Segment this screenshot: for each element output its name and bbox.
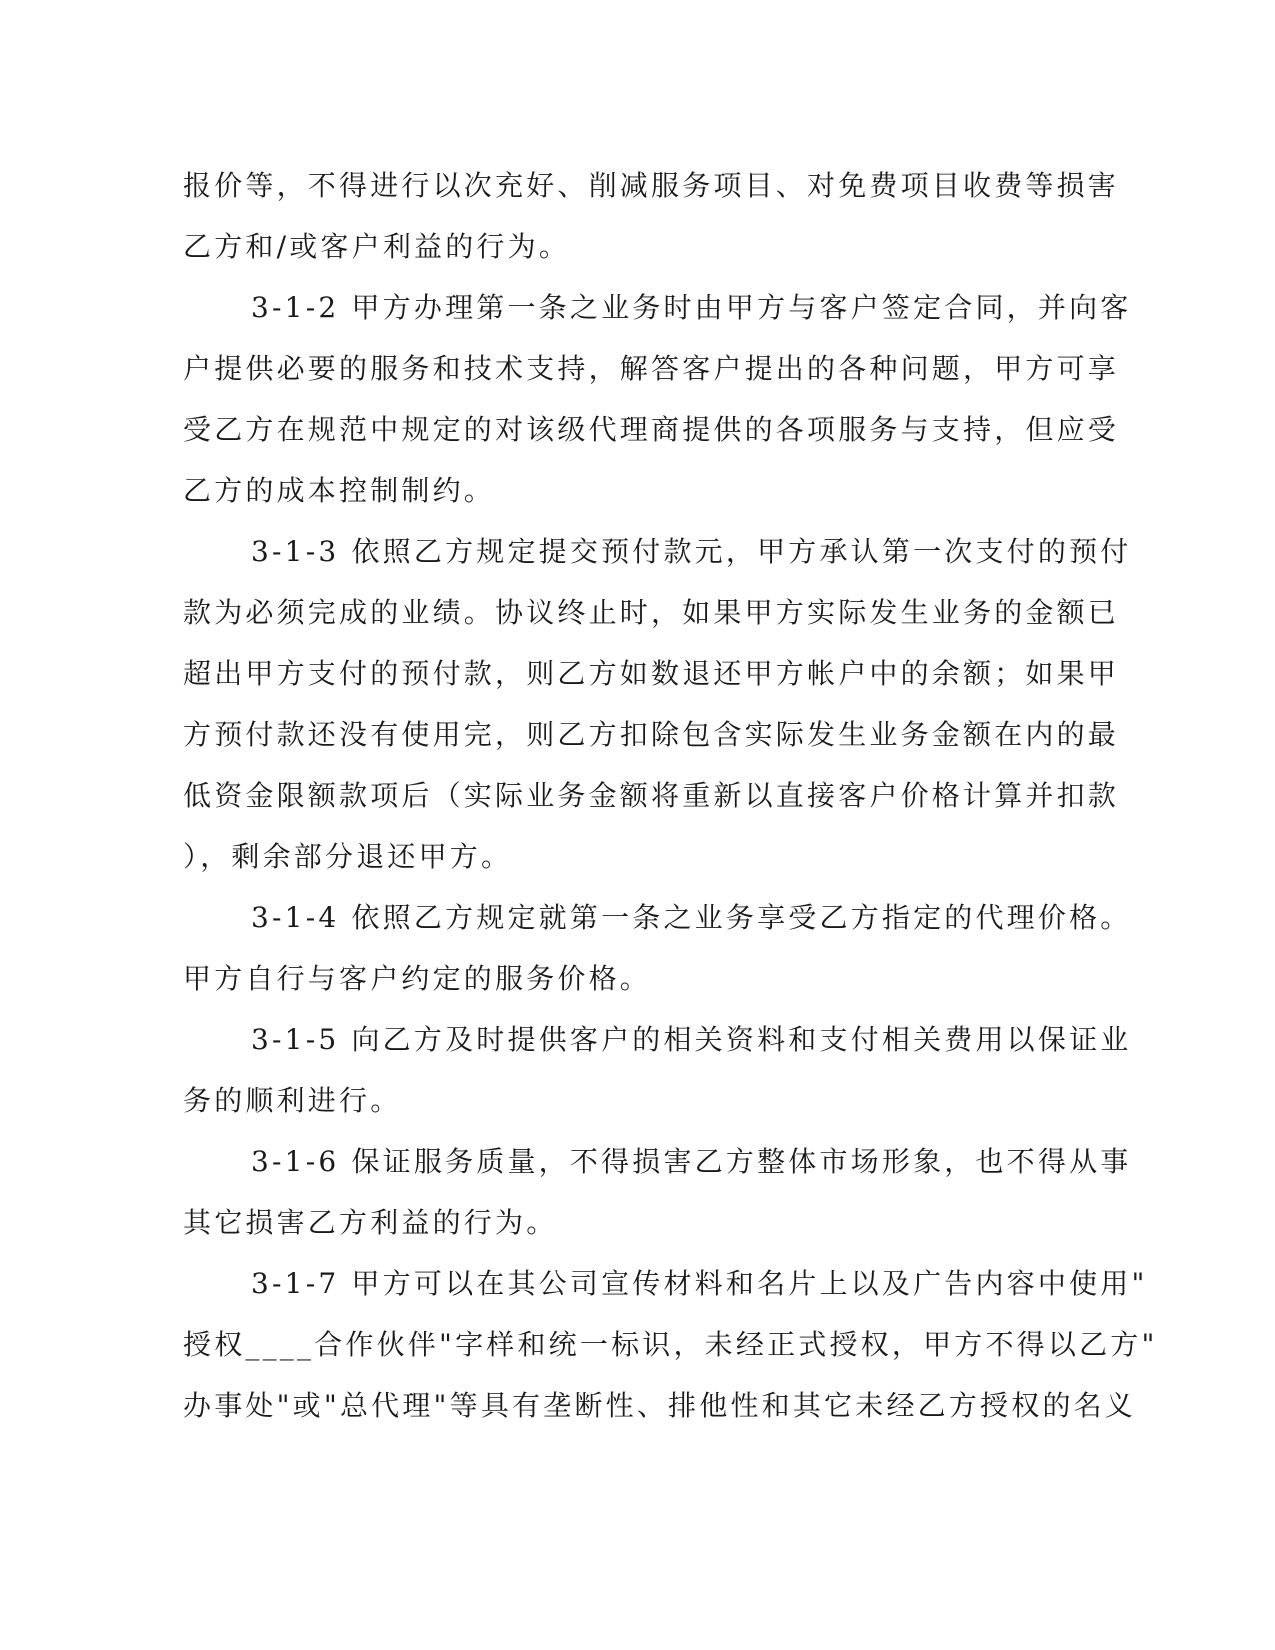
paragraph-line: 乙方和/或客户利益的行为。 <box>183 230 571 263</box>
paragraph-line: 低资金限额款项后（实际业务金额将重新以直接客户价格计算并扣款 <box>183 779 1120 812</box>
clause-3-1-2-line: 3-1-2 甲方办理第一条之业务时由甲方与客户签定合同，并向客 <box>251 291 1132 324</box>
document-page <box>183 155 1158 1436</box>
paragraph-line: 办事处"或"总代理"等具有垄断性、排他性和其它未经乙方授权的名义 <box>183 1389 1137 1422</box>
clause-3-1-6-line: 3-1-6 保证服务质量，不得损害乙方整体市场形象，也不得从事 <box>251 1145 1132 1178</box>
paragraph-line: 授权____合作伙伴"字样和统一标识，未经正式授权，甲方不得以乙方" <box>183 1328 1158 1361</box>
paragraph-line: 超出甲方支付的预付款，则乙方如数退还甲方帐户中的余额；如果甲 <box>183 657 1120 690</box>
paragraph-line: 务的顺利进行。 <box>183 1084 402 1117</box>
clause-3-1-5-line: 3-1-5 向乙方及时提供客户的相关资料和支付相关费用以保证业 <box>251 1023 1132 1056</box>
paragraph-line: ），剩余部分退还甲方。 <box>183 840 513 873</box>
paragraph-line: 方预付款还没有使用完，则乙方扣除包含实际发生业务金额在内的最 <box>183 718 1120 751</box>
paragraph-line: 其它损害乙方利益的行为。 <box>183 1206 558 1239</box>
paragraph-line: 报价等，不得进行以次充好、削减服务项目、对免费项目收费等损害 <box>183 169 1120 202</box>
paragraph-line: 甲方自行与客户约定的服务价格。 <box>183 962 652 995</box>
paragraph-line: 款为必须完成的业绩。协议终止时，如果甲方实际发生业务的金额已 <box>183 596 1120 629</box>
paragraph-line: 受乙方在规范中规定的对该级代理商提供的各项服务与支持，但应受 <box>183 413 1120 446</box>
clause-3-1-3-line: 3-1-3 依照乙方规定提交预付款元，甲方承认第一次支付的预付 <box>251 535 1132 568</box>
clause-3-1-4-line: 3-1-4 依照乙方规定就第一条之业务享受乙方指定的代理价格。 <box>251 901 1132 934</box>
paragraph-line: 乙方的成本控制制约。 <box>183 474 496 507</box>
paragraph-line: 户提供必要的服务和技术支持，解答客户提出的各种问题，甲方可享 <box>183 352 1120 385</box>
clause-3-1-7-line: 3-1-7 甲方可以在其公司宣传材料和名片上以及广告内容中使用" <box>251 1267 1148 1300</box>
